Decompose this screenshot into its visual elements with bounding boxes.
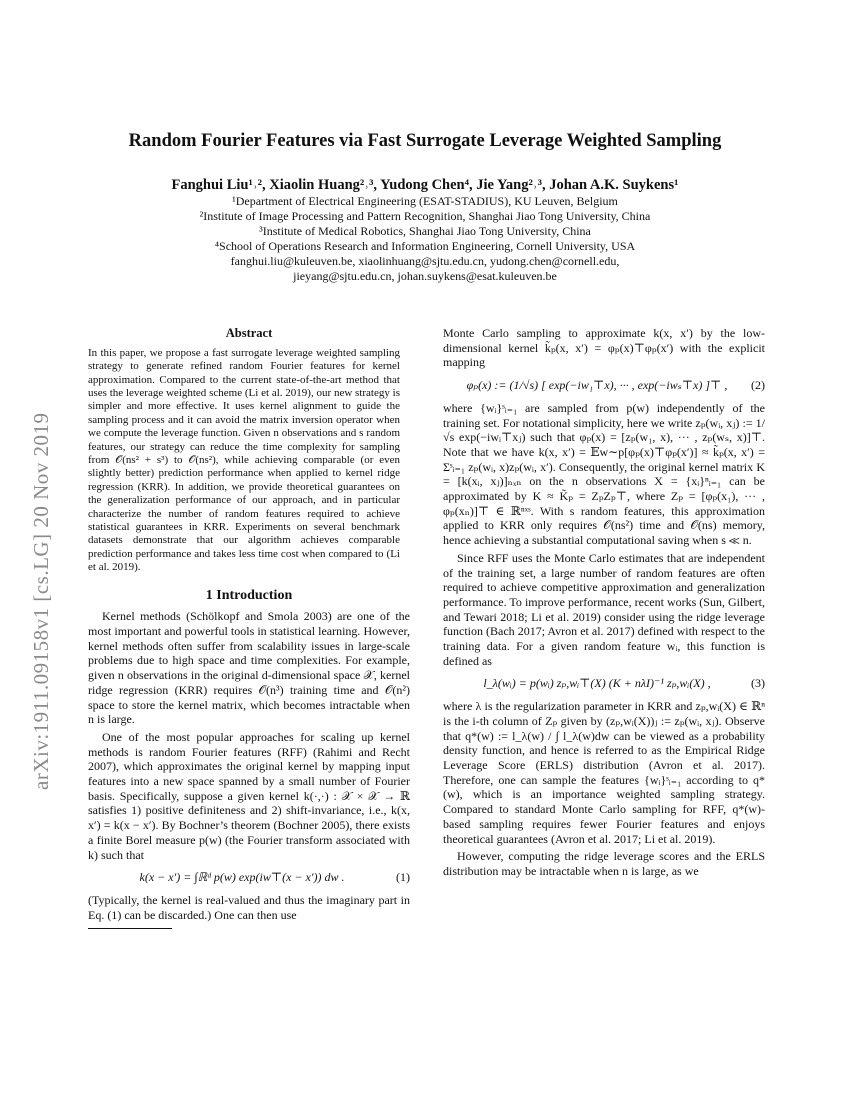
affiliations	[60, 194, 790, 283]
right-paragraph-5: However, computing the ridge leverage scores and the ERLS distribution may be intractable when n is large, as we	[443, 849, 765, 878]
equation-3	[443, 676, 765, 691]
intro-paragraph-3: (Typically, the kernel is real-valued and thus the imaginary part in Eq. (1) can be discarded.) One can then use	[88, 892, 410, 922]
right-paragraph-2: where {wᵢ}ˢᵢ₌₁ are sampled from p(w) independently of the training set. For notational simplicity, here we write zₚ(wᵢ, xⱼ) := 1/√s exp(−iwᵢ⊤xⱼ) such that φₚ(x) = [zₚ(w₁, x), ··· , zₚ(wₛ, x)]⊤. Note that we have k(x, x′) = 𝔼w∼p[φₚ(x)⊤φₚ(x′)] ≈ k̃ₚ(x, x′) = Σˢᵢ₌₁ zₚ(wᵢ, x)zₚ(wᵢ, x′). Consequently, the original kernel matrix K = [k(xᵢ, xⱼ)]ₙₓₙ on the n observations X = {xᵢ}ⁿᵢ₌₁ can be approximated by K ≈ K̃ₚ = ZₚZₚ⊤, where Zₚ = [φₚ(x₁), ··· , φₚ(xₙ)]⊤ ∈ ℝⁿˣˢ. With s random features, this approximation applied to KRR only requires 𝒪(ns²) time and 𝒪(ns) memory, hence achieving a substantial computational saving when s ≪ n.	[443, 400, 765, 548]
abstract-heading: Abstract	[225, 326, 273, 340]
equation-1	[88, 870, 410, 885]
right-column	[443, 326, 765, 882]
right-paragraph-1: Monte Carlo sampling to approximate k(x, x′) by the low-dimensional kernel k̃ₚ(x, x′) = φₚ(x)⊤φₚ(x′) with the explicit mapping	[443, 326, 765, 370]
intro-paragraph-2: One of the most popular approaches for scaling up kernel methods is random Fourier features (RFF) (Rahimi and Recht 2007), which approximates the original kernel by mapping input features into a new space spanned by a small number of Fourier basis. Specifically, suppose a given kernel k(·,·) : 𝒳 × 𝒳 → ℝ satisfies 1) positive definiteness and 2) shift-invariance, i.e., k(x, x′) = k(x − x′). By Bochner’s theorem (Bochner 2005), there exists a finite Borel measure p(w) (the Fourier transform associated with k) such that	[88, 729, 410, 862]
left-column	[88, 326, 410, 929]
section-heading-introduction: 1 Introduction	[205, 587, 293, 603]
footnote-rule	[88, 928, 172, 929]
equation-2-number: (2)	[751, 378, 765, 393]
affiliation-4: ⁴School of Operations Research and Information Engineering, Cornell University, USA	[214, 238, 636, 253]
equation-1-number: (1)	[396, 870, 410, 885]
equation-1-body: k(x − x′) = ∫ℝᵈ p(w) exp(iw⊤(x − x′)) dw .	[139, 870, 345, 885]
equation-2	[443, 378, 765, 393]
email-line-1: fanghui.liu@kuleuven.be, xiaolinhuang@sjtu.edu.cn, yudong.chen@cornell.edu,	[230, 253, 620, 268]
abstract-text: In this paper, we propose a fast surrogate leverage weighted sampling strategy to generate refined random Fourier features for kernel approximation. Compared to the current state-of-the-art method that uses the leverage weighted scheme (Li et al. 2019), our new strategy is simpler and more effective. It uses kernel alignment to guide the sampling process and it can avoid the matrix inversion operator when we compute the leverage function. Given n observations and s random features, our strategy can reduce the time complexity for sampling from 𝒪(ns² + s³) to 𝒪(ns²), while achieving comparable (or even slightly better) prediction performance when applied to kernel ridge regression (KRR). In addition, we provide theoretical guarantees on the generalization performance of our approach, and in particular characterize the number of random features required to achieve statistical guarantees in KRR. Experiments on several benchmark datasets demonstrate that our algorithm achieves comparable prediction performance and takes less time cost when compared to (Li et al. 2019).	[88, 346, 400, 574]
arxiv-stamp	[6, 285, 66, 795]
author-list: Fanghui Liu¹˒², Xiaolin Huang²˒³, Yudong Chen⁴, Jie Yang²˒³, Johan A.K. Suykens¹	[171, 177, 679, 193]
equation-2-body: φₚ(x) := (1/√s) [ exp(−iw₁⊤x), ··· , exp(−iwₛ⊤x) ]⊤ ,	[466, 378, 728, 393]
affiliation-3: ³Institute of Medical Robotics, Shanghai Jiao Tong University, China	[259, 223, 591, 238]
right-paragraph-3: Since RFF uses the Monte Carlo estimates that are independent of the training set, a large number of random features are often required to achieve competitive approximation and generalization performance. To improve performance, recent works (Sun, Gilbert, and Tewari 2018; Li et al. 2019) consider using the ridge leverage function (Bach 2017; Avron et al. 2017) defined with respect to the training data. For a given random feature wᵢ, this function is defined as	[443, 550, 765, 668]
equation-3-number: (3)	[751, 676, 765, 691]
affiliation-2: ²Institute of Image Processing and Pattern Recognition, Shanghai Jiao Tong University, China	[199, 208, 651, 223]
email-line-2: jieyang@sjtu.edu.cn, johan.suykens@esat.kuleuven.be	[293, 268, 557, 283]
arxiv-stamp-text: arXiv:1911.09158v1 [cs.LG] 20 Nov 2019	[29, 412, 53, 790]
paper-title: Random Fourier Features via Fast Surrogate Leverage Weighted Sampling	[128, 131, 722, 151]
right-paragraph-4: where λ is the regularization parameter in KRR and zₚ,wᵢ(X) ∈ ℝⁿ is the i-th column of Zₚ given by (zₚ,wᵢ(X))ⱼ := zₚ(wᵢ, xⱼ). Observe that q*(w) := l_λ(w) / ∫ l_λ(w)dw can be viewed as a probability density function, and hence is referred to as the Empirical Ridge Leverage Score (ERLS) distribution (Avron et al. 2017). Therefore, one can sample the features {wᵢ}ˢᵢ₌₁ according to q*(w), which is an importance weighted sampling strategy. Compared to standard Monte Carlo sampling for RFF, q*(w)-based sampling requires fewer Fourier features and enjoys theoretical guarantees (Avron et al. 2017; Li et al. 2019).	[443, 699, 765, 846]
equation-3-body: l_λ(wᵢ) = p(wᵢ) zₚ,wᵢ⊤(X) (K + nλI)⁻¹ zₚ,wᵢ(X) ,	[483, 676, 711, 691]
intro-paragraph-1: Kernel methods (Schölkopf and Smola 2003) are one of the most important and powerful tools in statistical learning. However, kernel methods often suffer from scalability issues in large-scale problems due to high space and time complexities. For example, given n observations in the original d-dimensional space 𝒳, kernel ridge regression (KRR) requires 𝒪(n³) training time and 𝒪(n²) space to store the kernel matrix, which becomes intractable when n is large.	[88, 609, 410, 727]
affiliation-1: ¹Department of Electrical Engineering (ESAT-STADIUS), KU Leuven, Belgium	[232, 194, 618, 208]
